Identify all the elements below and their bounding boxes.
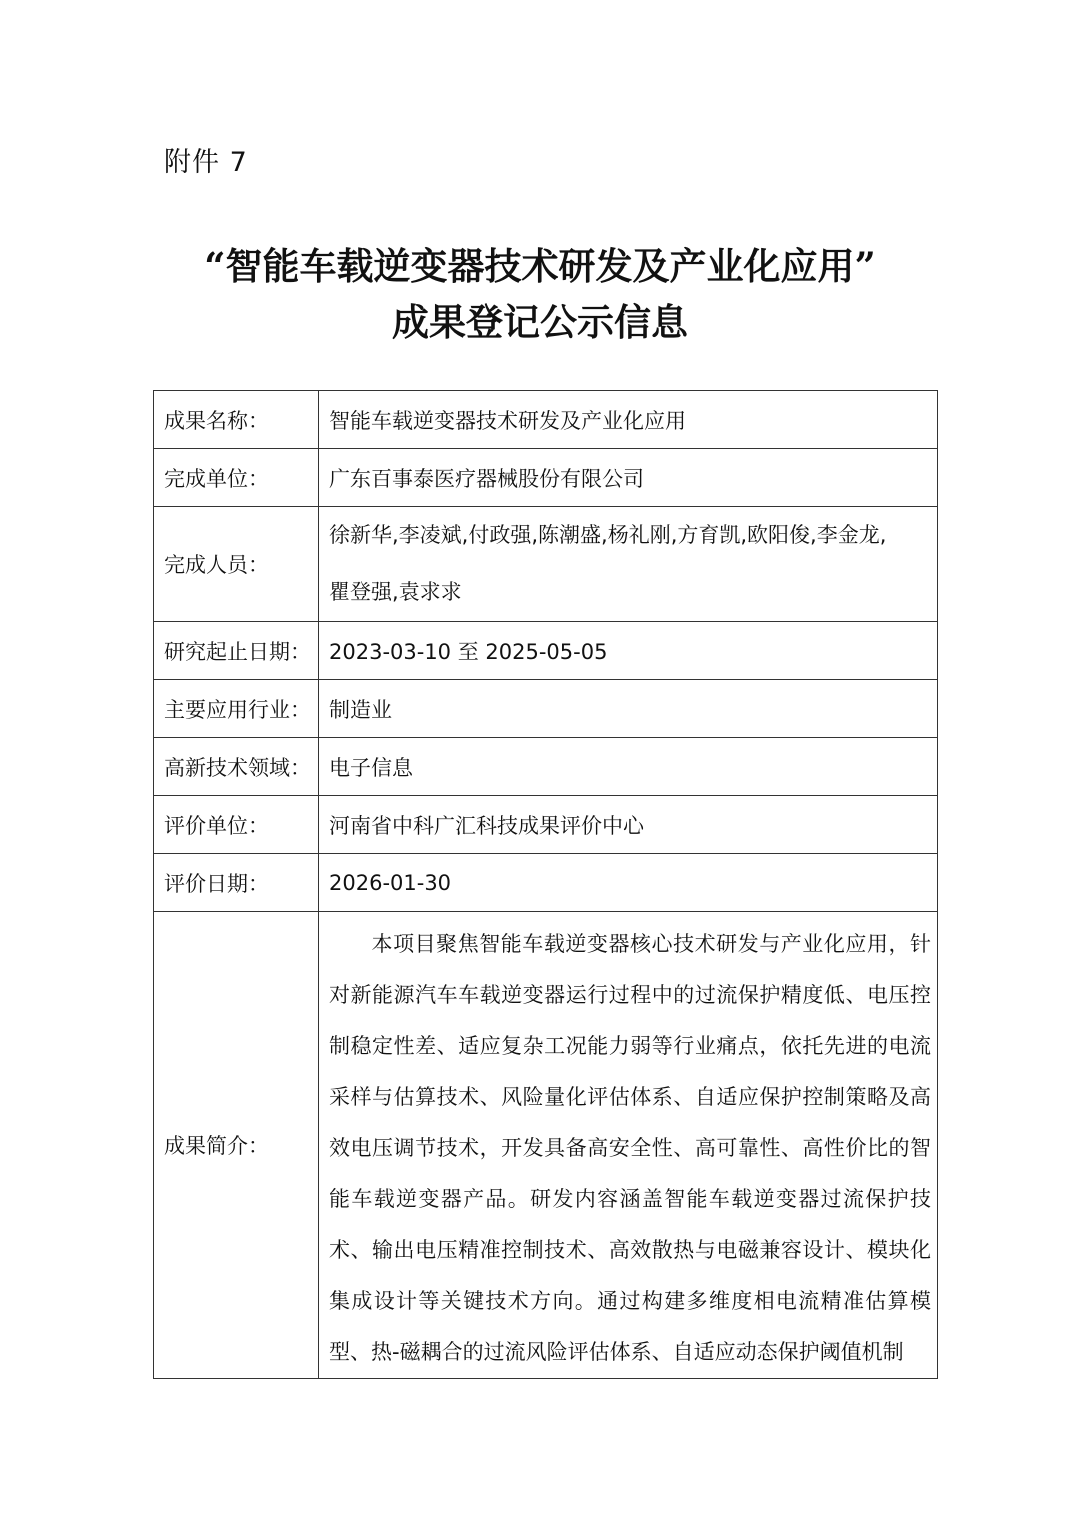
row-label: 成果名称： — [154, 391, 319, 449]
row-label: 完成单位： — [154, 449, 319, 507]
row-label: 研究起止日期： — [154, 622, 319, 680]
summary-cell — [319, 912, 938, 1379]
row-label: 主要应用行业： — [154, 680, 319, 738]
members-line-2: 瞿登强,袁求求 — [329, 580, 462, 604]
table-row — [154, 680, 938, 738]
row-value — [319, 507, 938, 622]
members-line-1: 徐新华,李凌斌,付政强,陈潮盛,杨礼刚,方育凯,欧阳俊,李金龙, — [329, 523, 887, 547]
summary-label: 成果简介： — [154, 912, 319, 1379]
title-line-2: 成果登记公示信息 — [392, 300, 688, 344]
table-row — [154, 912, 938, 1379]
table-row — [154, 738, 938, 796]
row-label: 完成人员： — [154, 507, 319, 622]
summary-text: 本项目聚焦智能车载逆变器核心技术研发与产业化应用，针对新能源汽车车载逆变器运行过程中的过流保护精度低、电压控制稳定性差、适应复杂工况能力弱等行业痛点，依托先进的电流采样与估算技术、风险量化评估体系、自适应保护控制策略及高效电压调节技术，开发具备高安全性、高可靠性、高性价比的智能车载逆变器产品。研发内容涵盖智能车载逆变器过流保护技术、输出电压精准控制技术、高效散热与电磁兼容设计、模块化集成设计等关键技术方向。通过构建多维度相电流精准估算模型、热-磁耦合的过流风险评估体系、自适应动态保护阈值机制 — [329, 932, 931, 1364]
row-value: 河南省中科广汇科技成果评价中心 — [319, 796, 938, 854]
row-value: 2023-03-10 至 2025-05-05 — [319, 622, 938, 680]
row-value: 广东百事泰医疗器械股份有限公司 — [319, 449, 938, 507]
table-row — [154, 622, 938, 680]
table-row — [154, 449, 938, 507]
title-line-1: “智能车载逆变器技术研发及产业化应用” — [204, 244, 876, 288]
table-row — [154, 391, 938, 449]
table-row — [154, 507, 938, 622]
row-label: 评价单位： — [154, 796, 319, 854]
row-value: 2026-01-30 — [319, 854, 938, 912]
document-title — [0, 238, 1080, 350]
attachment-label: 附件 7 — [164, 147, 248, 178]
row-label: 高新技术领域： — [154, 738, 319, 796]
info-table — [153, 390, 938, 1379]
row-label: 评价日期： — [154, 854, 319, 912]
row-value: 电子信息 — [319, 738, 938, 796]
table-row — [154, 796, 938, 854]
table-row — [154, 854, 938, 912]
row-value: 制造业 — [319, 680, 938, 738]
summary-text-block — [329, 912, 931, 1378]
row-value: 智能车载逆变器技术研发及产业化应用 — [319, 391, 938, 449]
